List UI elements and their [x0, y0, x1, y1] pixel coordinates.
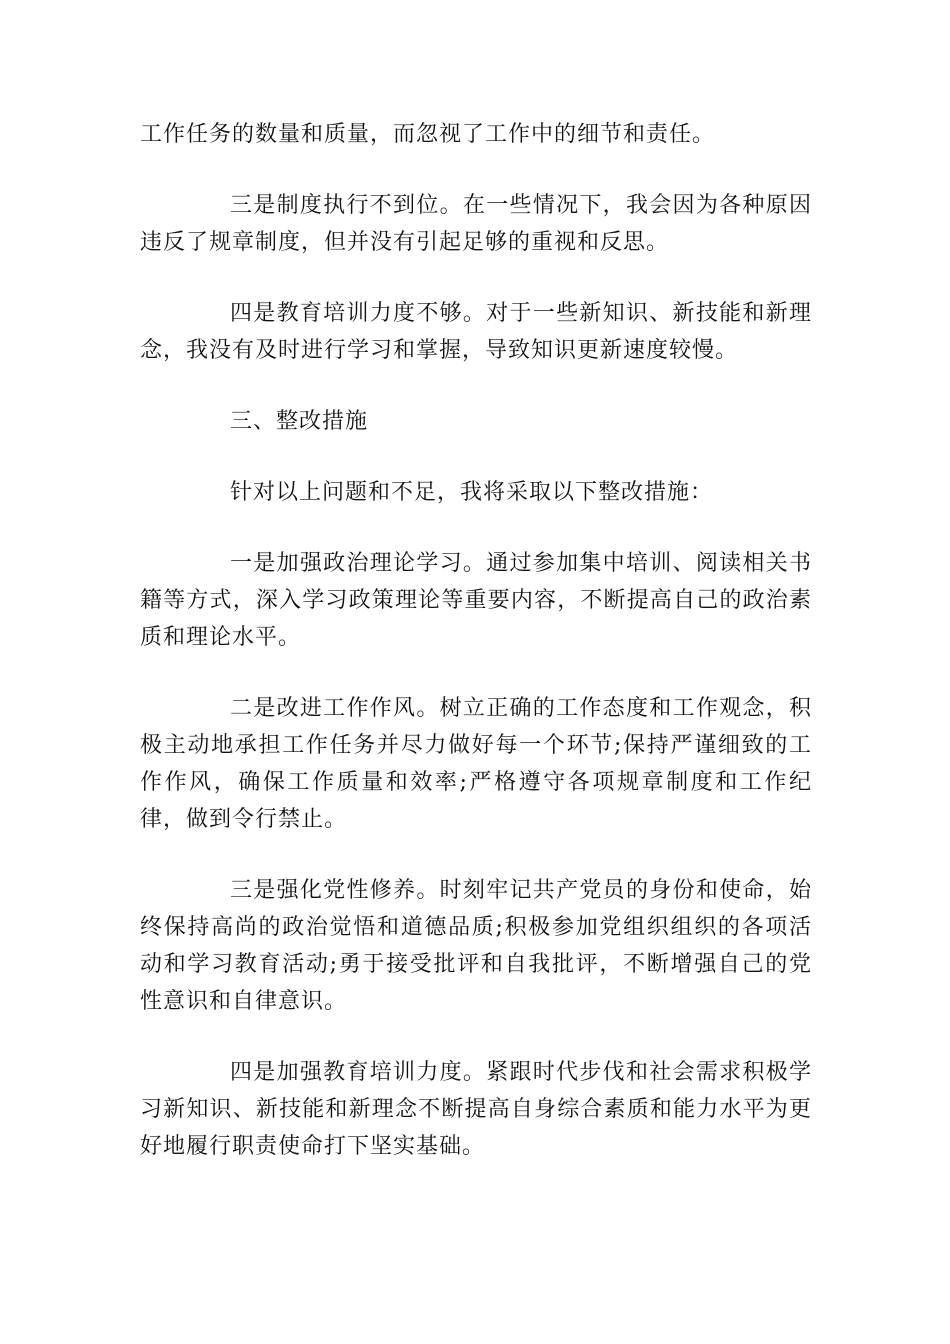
paragraph-measure-2: 二是改进工作作风。树立正确的工作态度和工作观念，积极主动地承担工作任务并尽力做好每一个环节;保持严谨细致的工作作风，确保工作质量和效率;严格遵守各项规章制度和工作纪律，做到令行禁止。: [140, 696, 812, 832]
paragraph-problem-3: 三是制度执行不到位。在一些情况下，我会因为各种原因违反了规章制度，但并没有引起足够的重视和反思。: [140, 193, 812, 255]
document-body: [140, 116, 812, 1199]
paragraph-measure-4: 四是加强教育培训力度。紧跟时代步伐和社会需求积极学习新知识、新技能和新理念不断提高自身综合素质和能力水平为更好地履行职责使命打下坚实基础。: [140, 1060, 812, 1159]
paragraph-measure-1: 一是加强政治理论学习。通过参加集中培训、阅读相关书籍等方式，深入学习政策理论等重要内容，不断提高自己的政治素质和理论水平。: [140, 551, 812, 650]
paragraph-measure-3: 三是强化党性修养。时刻牢记共产党员的身份和使命，始终保持高尚的政治觉悟和道德品质;积极参加党组织组织的各项活动和学习教育活动;勇于接受批评和自我批评，不断增强自己的党性意识和自律意识。: [140, 878, 812, 1014]
paragraph-problem-4: 四是教育培训力度不够。对于一些新知识、新技能和新理念，我没有及时进行学习和掌握，导致知识更新速度较慢。: [140, 301, 812, 363]
paragraph-intro: 针对以上问题和不足，我将采取以下整改措施：: [230, 480, 714, 505]
section-heading-rectification: 三、整改措施: [230, 409, 369, 434]
paragraph-continuation: 工作任务的数量和质量，而忽视了工作中的细节和责任。: [140, 122, 716, 147]
